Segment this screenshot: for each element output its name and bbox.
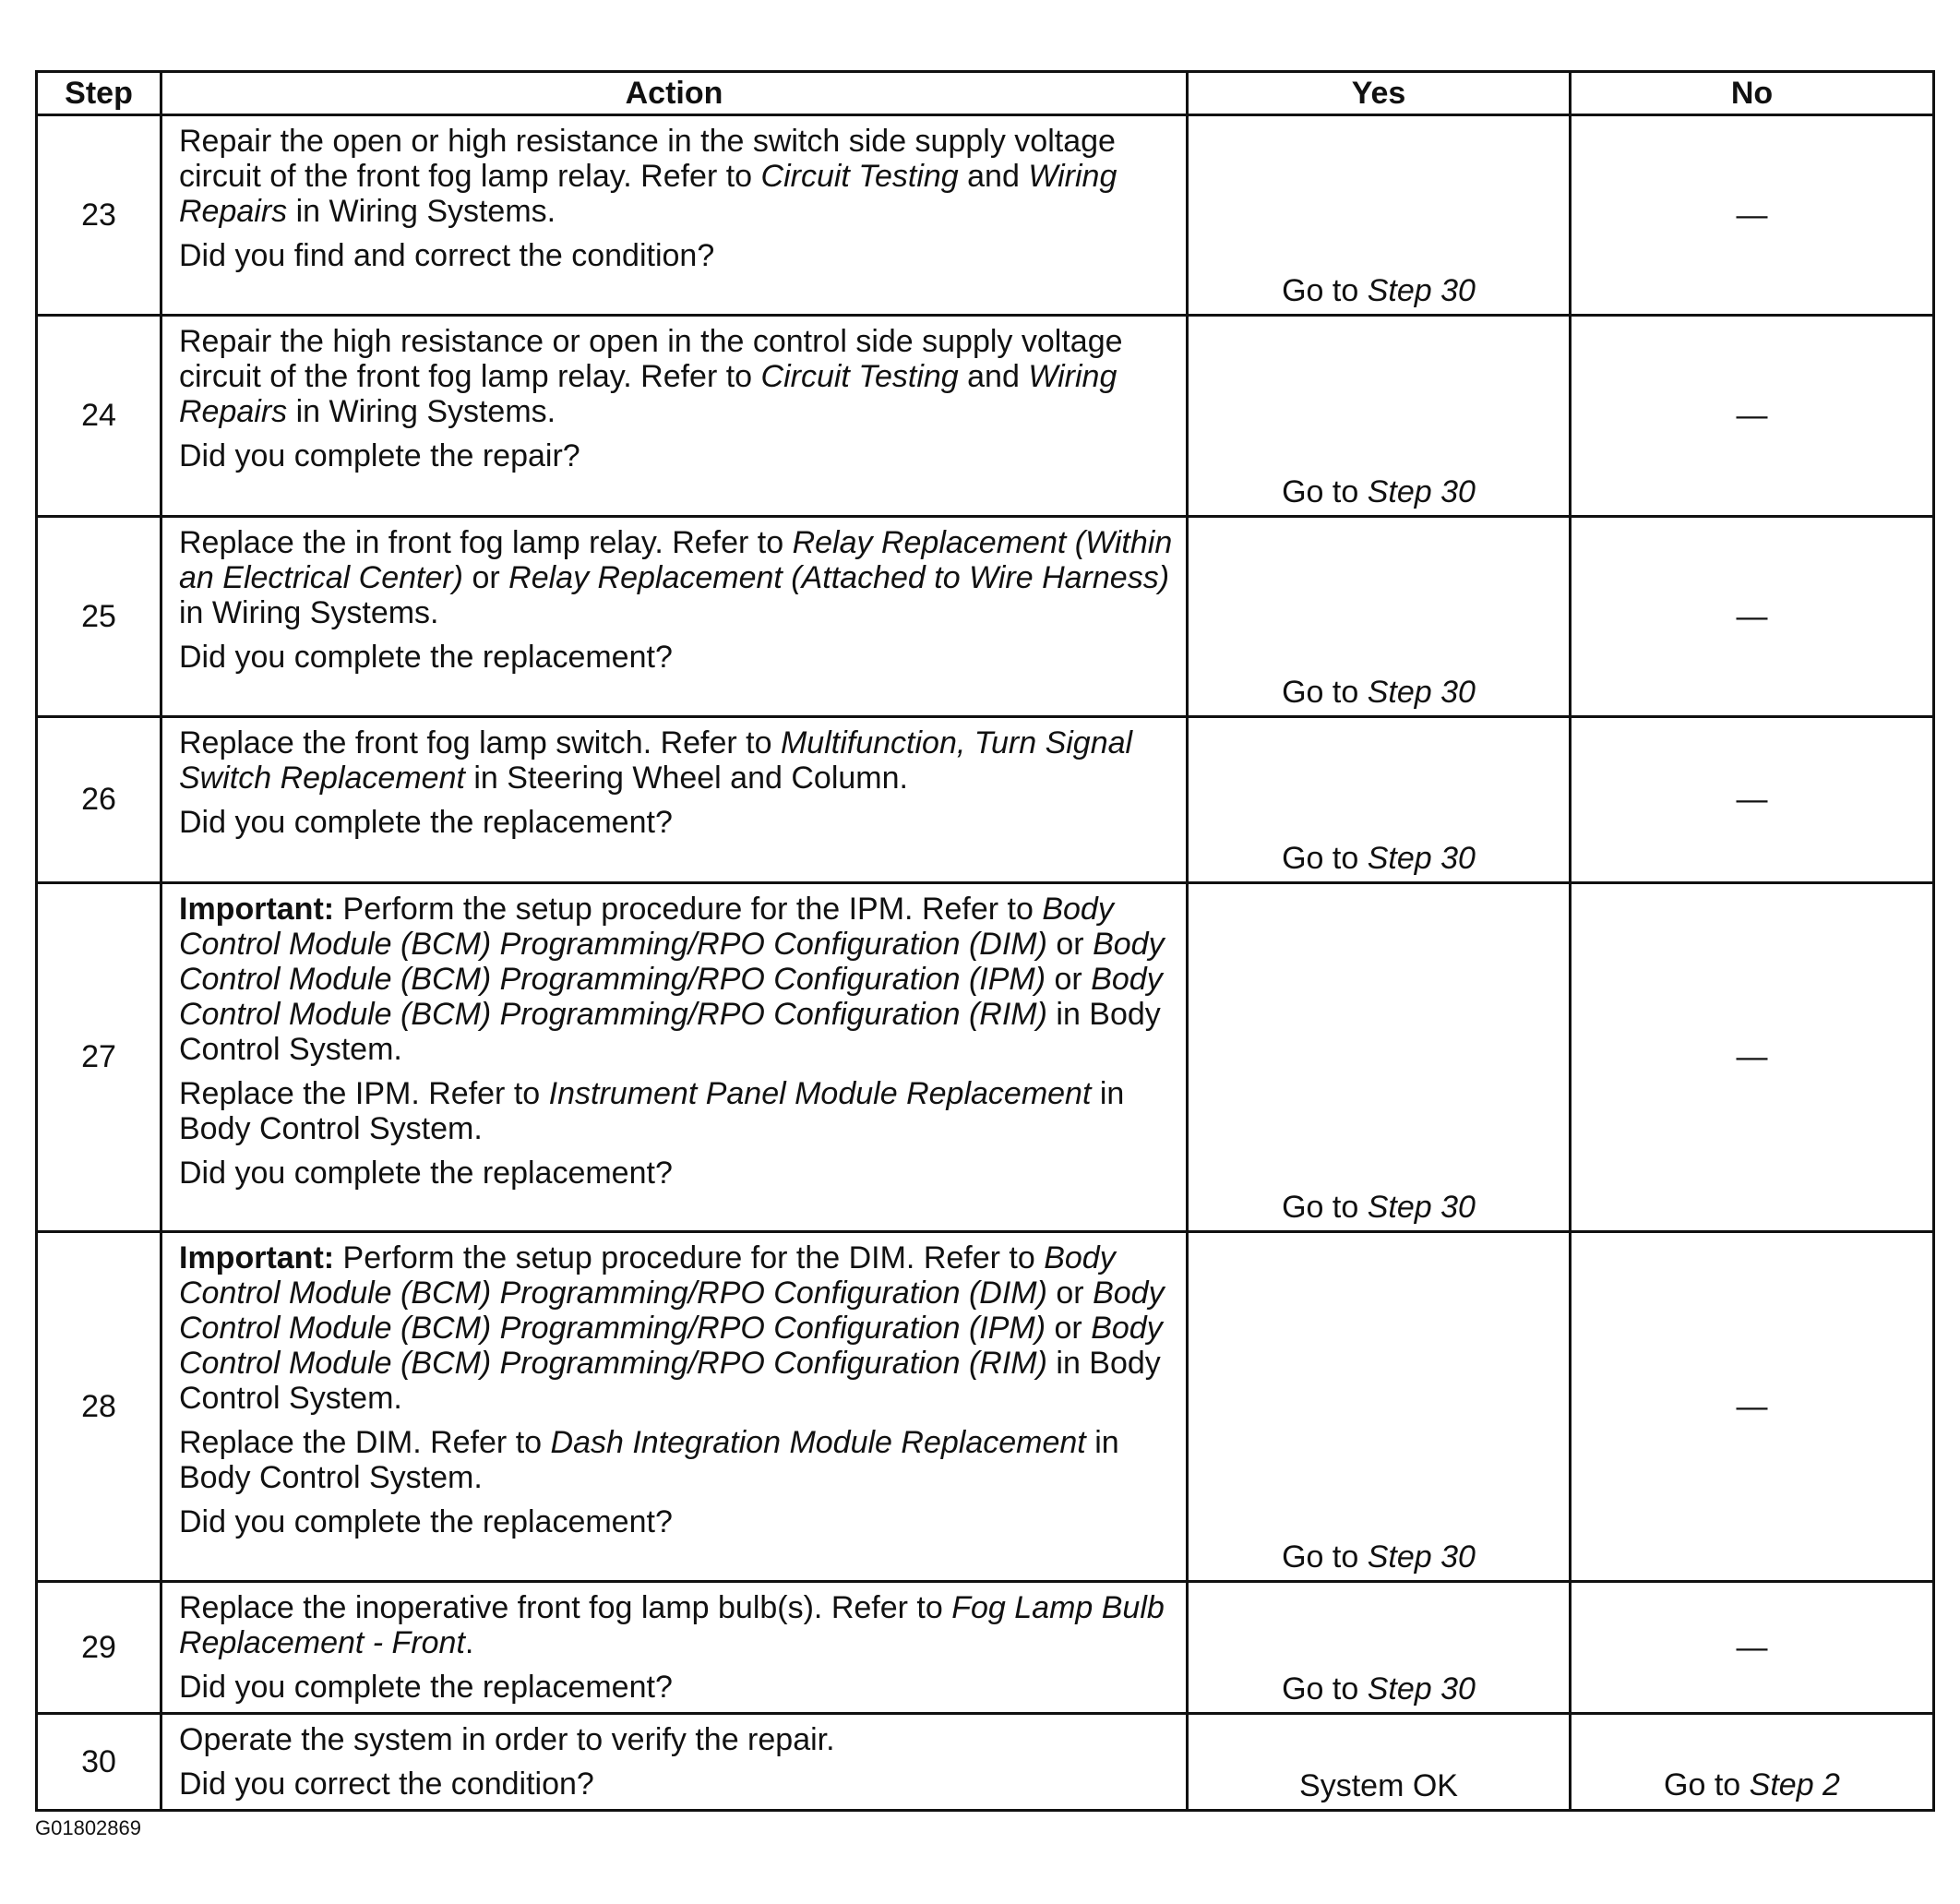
go-to-step-link[interactable]: Step 30 (1367, 474, 1476, 509)
action-question: Did you find and correct the condition? (179, 238, 715, 273)
no-result-dash: — (1736, 1629, 1768, 1665)
step-number: 29 (37, 1582, 161, 1714)
action-instruction (179, 892, 1173, 1067)
no-result (1571, 1582, 1934, 1714)
yes-result-text: System OK (1299, 1768, 1458, 1803)
no-result-dash: — (1736, 782, 1768, 817)
step-number: 28 (37, 1232, 161, 1582)
reference-link-text: Wiring Repairs (179, 159, 1117, 229)
action-instruction (179, 1722, 1173, 1757)
space (1358, 841, 1367, 876)
go-to-prefix: Go to (1282, 841, 1359, 876)
action-text: Perform the setup procedure for the IPM. Refer to (334, 892, 1043, 927)
header-step: Step (37, 72, 161, 115)
step-number: 23 (37, 115, 161, 316)
go-to-step-link[interactable]: Step 30 (1367, 273, 1476, 308)
action-question: Did you complete the replacement? (179, 1156, 673, 1191)
no-result (1571, 316, 1934, 517)
no-result (1571, 517, 1934, 717)
action-instruction (179, 124, 1173, 229)
reference-link-text: Fog Lamp Bulb Replacement - Front (179, 1590, 1165, 1660)
action-text: or (1046, 962, 1092, 997)
action-cell (161, 316, 1188, 517)
action-question: Did you complete the replacement? (179, 1670, 673, 1705)
table-row (37, 115, 1934, 316)
table-row (37, 883, 1934, 1232)
action-instruction-secondary (179, 1425, 1173, 1495)
reference-link-text: Circuit Testing (760, 359, 959, 394)
reference-link-text: Body Control Module (BCM) Programming/RPO Configuration (DIM) (179, 892, 1114, 962)
table-header-row (37, 72, 1934, 115)
action-instruction-secondary (179, 1076, 1173, 1146)
go-to-prefix: Go to (1282, 675, 1359, 710)
action-instruction (179, 324, 1173, 429)
action-instruction (179, 1590, 1173, 1660)
action-instruction (179, 725, 1173, 796)
table-row (37, 1232, 1934, 1582)
figure-id: G01802869 (35, 1816, 141, 1839)
action-text: Replace the in front fog lamp relay. Refer to (179, 525, 793, 560)
go-to-step-link[interactable]: Step 2 (1749, 1767, 1840, 1802)
action-instruction (179, 1240, 1173, 1416)
step-number: 27 (37, 883, 161, 1232)
table-row (37, 1582, 1934, 1714)
step-number: 30 (37, 1714, 161, 1811)
yes-result (1188, 1714, 1571, 1811)
action-text: Replace the inoperative front fog lamp bulb(s). Refer to (179, 1590, 952, 1625)
action-question: Did you complete the replacement? (179, 805, 673, 840)
action-text: in Steering Wheel and Column. (464, 760, 908, 796)
action-text: Repair the open or high resistance in the switch side supply voltage circuit of the front fog lamp relay. Refer to (179, 124, 1116, 194)
go-to-prefix: Go to (1282, 1539, 1359, 1575)
space (1358, 675, 1367, 710)
action-text: Replace the IPM. Refer to (179, 1076, 549, 1111)
space (1740, 1767, 1749, 1802)
go-to-prefix: Go to (1282, 1190, 1359, 1225)
action-cell (161, 1232, 1188, 1582)
no-result-dash: — (1736, 197, 1768, 233)
go-to-step-link[interactable]: Step 30 (1367, 841, 1476, 876)
reference-link-text: Body Control Module (BCM) Programming/RPO Configuration (IPM) (179, 927, 1165, 997)
action-cell (161, 1582, 1188, 1714)
action-cell (161, 717, 1188, 883)
action-instruction (179, 525, 1173, 630)
table-row (37, 717, 1934, 883)
no-result-dash: — (1736, 1388, 1768, 1424)
step-number: 24 (37, 316, 161, 517)
action-question: Did you correct the condition? (179, 1766, 594, 1802)
action-text: in Wiring Systems. (287, 194, 556, 229)
action-text: in Wiring Systems. (287, 394, 556, 429)
space (1358, 1539, 1367, 1575)
go-to-step-link[interactable]: Step 30 (1367, 1671, 1476, 1706)
no-result (1571, 717, 1934, 883)
reference-link-text: Wiring Repairs (179, 359, 1117, 429)
no-result-dash: — (1736, 598, 1768, 634)
go-to-step-link[interactable]: Step 30 (1367, 1190, 1476, 1225)
action-text: in Body Control System. (179, 1425, 1119, 1495)
no-result (1571, 883, 1934, 1232)
header-action: Action (161, 72, 1188, 115)
reference-link-text: Relay Replacement (Attached to Wire Harness) (508, 560, 1170, 595)
yes-result (1188, 517, 1571, 717)
reference-link-text: Body Control Module (BCM) Programming/RPO Configuration (RIM) (179, 1311, 1163, 1381)
table-row (37, 517, 1934, 717)
action-text: in Wiring Systems. (179, 595, 439, 630)
reference-link-text: Multifunction, Turn Signal Switch Replacement (179, 725, 1133, 796)
action-question: Did you complete the repair? (179, 438, 580, 473)
no-result-dash: — (1736, 1039, 1768, 1074)
reference-link-text: Body Control Module (BCM) Programming/RPO Configuration (DIM) (179, 1240, 1116, 1311)
action-text: and (958, 159, 1029, 194)
action-question: Did you complete the replacement? (179, 640, 673, 675)
table-row (37, 1714, 1934, 1811)
yes-result (1188, 1232, 1571, 1582)
reference-link-text: Relay Replacement (Within an Electrical Center) (179, 525, 1173, 595)
yes-result (1188, 1582, 1571, 1714)
action-cell (161, 115, 1188, 316)
action-text: or (463, 560, 509, 595)
action-cell (161, 883, 1188, 1232)
action-text: . (464, 1625, 474, 1660)
reference-link-text: Instrument Panel Module Replacement (548, 1076, 1092, 1111)
important-label: Important: (179, 892, 335, 927)
space (1358, 474, 1367, 509)
action-cell (161, 1714, 1188, 1811)
yes-result (1188, 717, 1571, 883)
action-text: or (1046, 1275, 1094, 1311)
action-text: in Body Control System. (179, 997, 1161, 1067)
action-text: Replace the DIM. Refer to (179, 1425, 551, 1460)
space (1358, 1190, 1367, 1225)
space (1358, 1671, 1367, 1706)
action-text: or (1046, 1311, 1092, 1346)
yes-result (1188, 115, 1571, 316)
reference-link-text: Dash Integration Module Replacement (550, 1425, 1086, 1460)
action-text: Replace the front fog lamp switch. Refer to (179, 725, 781, 760)
action-text: Repair the high resistance or open in the control side supply voltage circuit of the front fog lamp relay. Refer to (179, 324, 1123, 394)
go-to-step-link[interactable]: Step 30 (1367, 675, 1476, 710)
go-to-prefix: Go to (1282, 474, 1359, 509)
reference-link-text: Circuit Testing (760, 159, 959, 194)
space (1358, 273, 1367, 308)
diagnostic-table (35, 70, 1935, 1812)
go-to-step-link[interactable]: Step 30 (1367, 1539, 1476, 1575)
important-label: Important: (179, 1240, 335, 1275)
action-text: in Body Control System. (179, 1076, 1125, 1146)
yes-result (1188, 316, 1571, 517)
no-result (1571, 115, 1934, 316)
no-result (1571, 1232, 1934, 1582)
no-result-dash: — (1736, 398, 1768, 433)
step-number: 25 (37, 517, 161, 717)
action-text: or (1046, 927, 1094, 962)
step-number: 26 (37, 717, 161, 883)
no-result (1571, 1714, 1934, 1811)
yes-result (1188, 883, 1571, 1232)
table-body (37, 115, 1934, 1811)
action-cell (161, 517, 1188, 717)
header-no: No (1571, 72, 1934, 115)
action-text: and (958, 359, 1029, 394)
go-to-prefix: Go to (1664, 1767, 1741, 1802)
table-row (37, 316, 1934, 517)
action-text: in Body Control System. (179, 1346, 1161, 1416)
go-to-prefix: Go to (1282, 273, 1359, 308)
go-to-prefix: Go to (1282, 1671, 1359, 1706)
reference-link-text: Body Control Module (BCM) Programming/RPO Configuration (RIM) (179, 962, 1163, 1032)
action-text: Perform the setup procedure for the DIM. Refer to (334, 1240, 1045, 1275)
header-yes: Yes (1188, 72, 1571, 115)
action-text: Operate the system in order to verify the repair. (179, 1722, 835, 1757)
action-question: Did you complete the replacement? (179, 1504, 673, 1539)
reference-link-text: Body Control Module (BCM) Programming/RPO Configuration (IPM) (179, 1275, 1165, 1346)
